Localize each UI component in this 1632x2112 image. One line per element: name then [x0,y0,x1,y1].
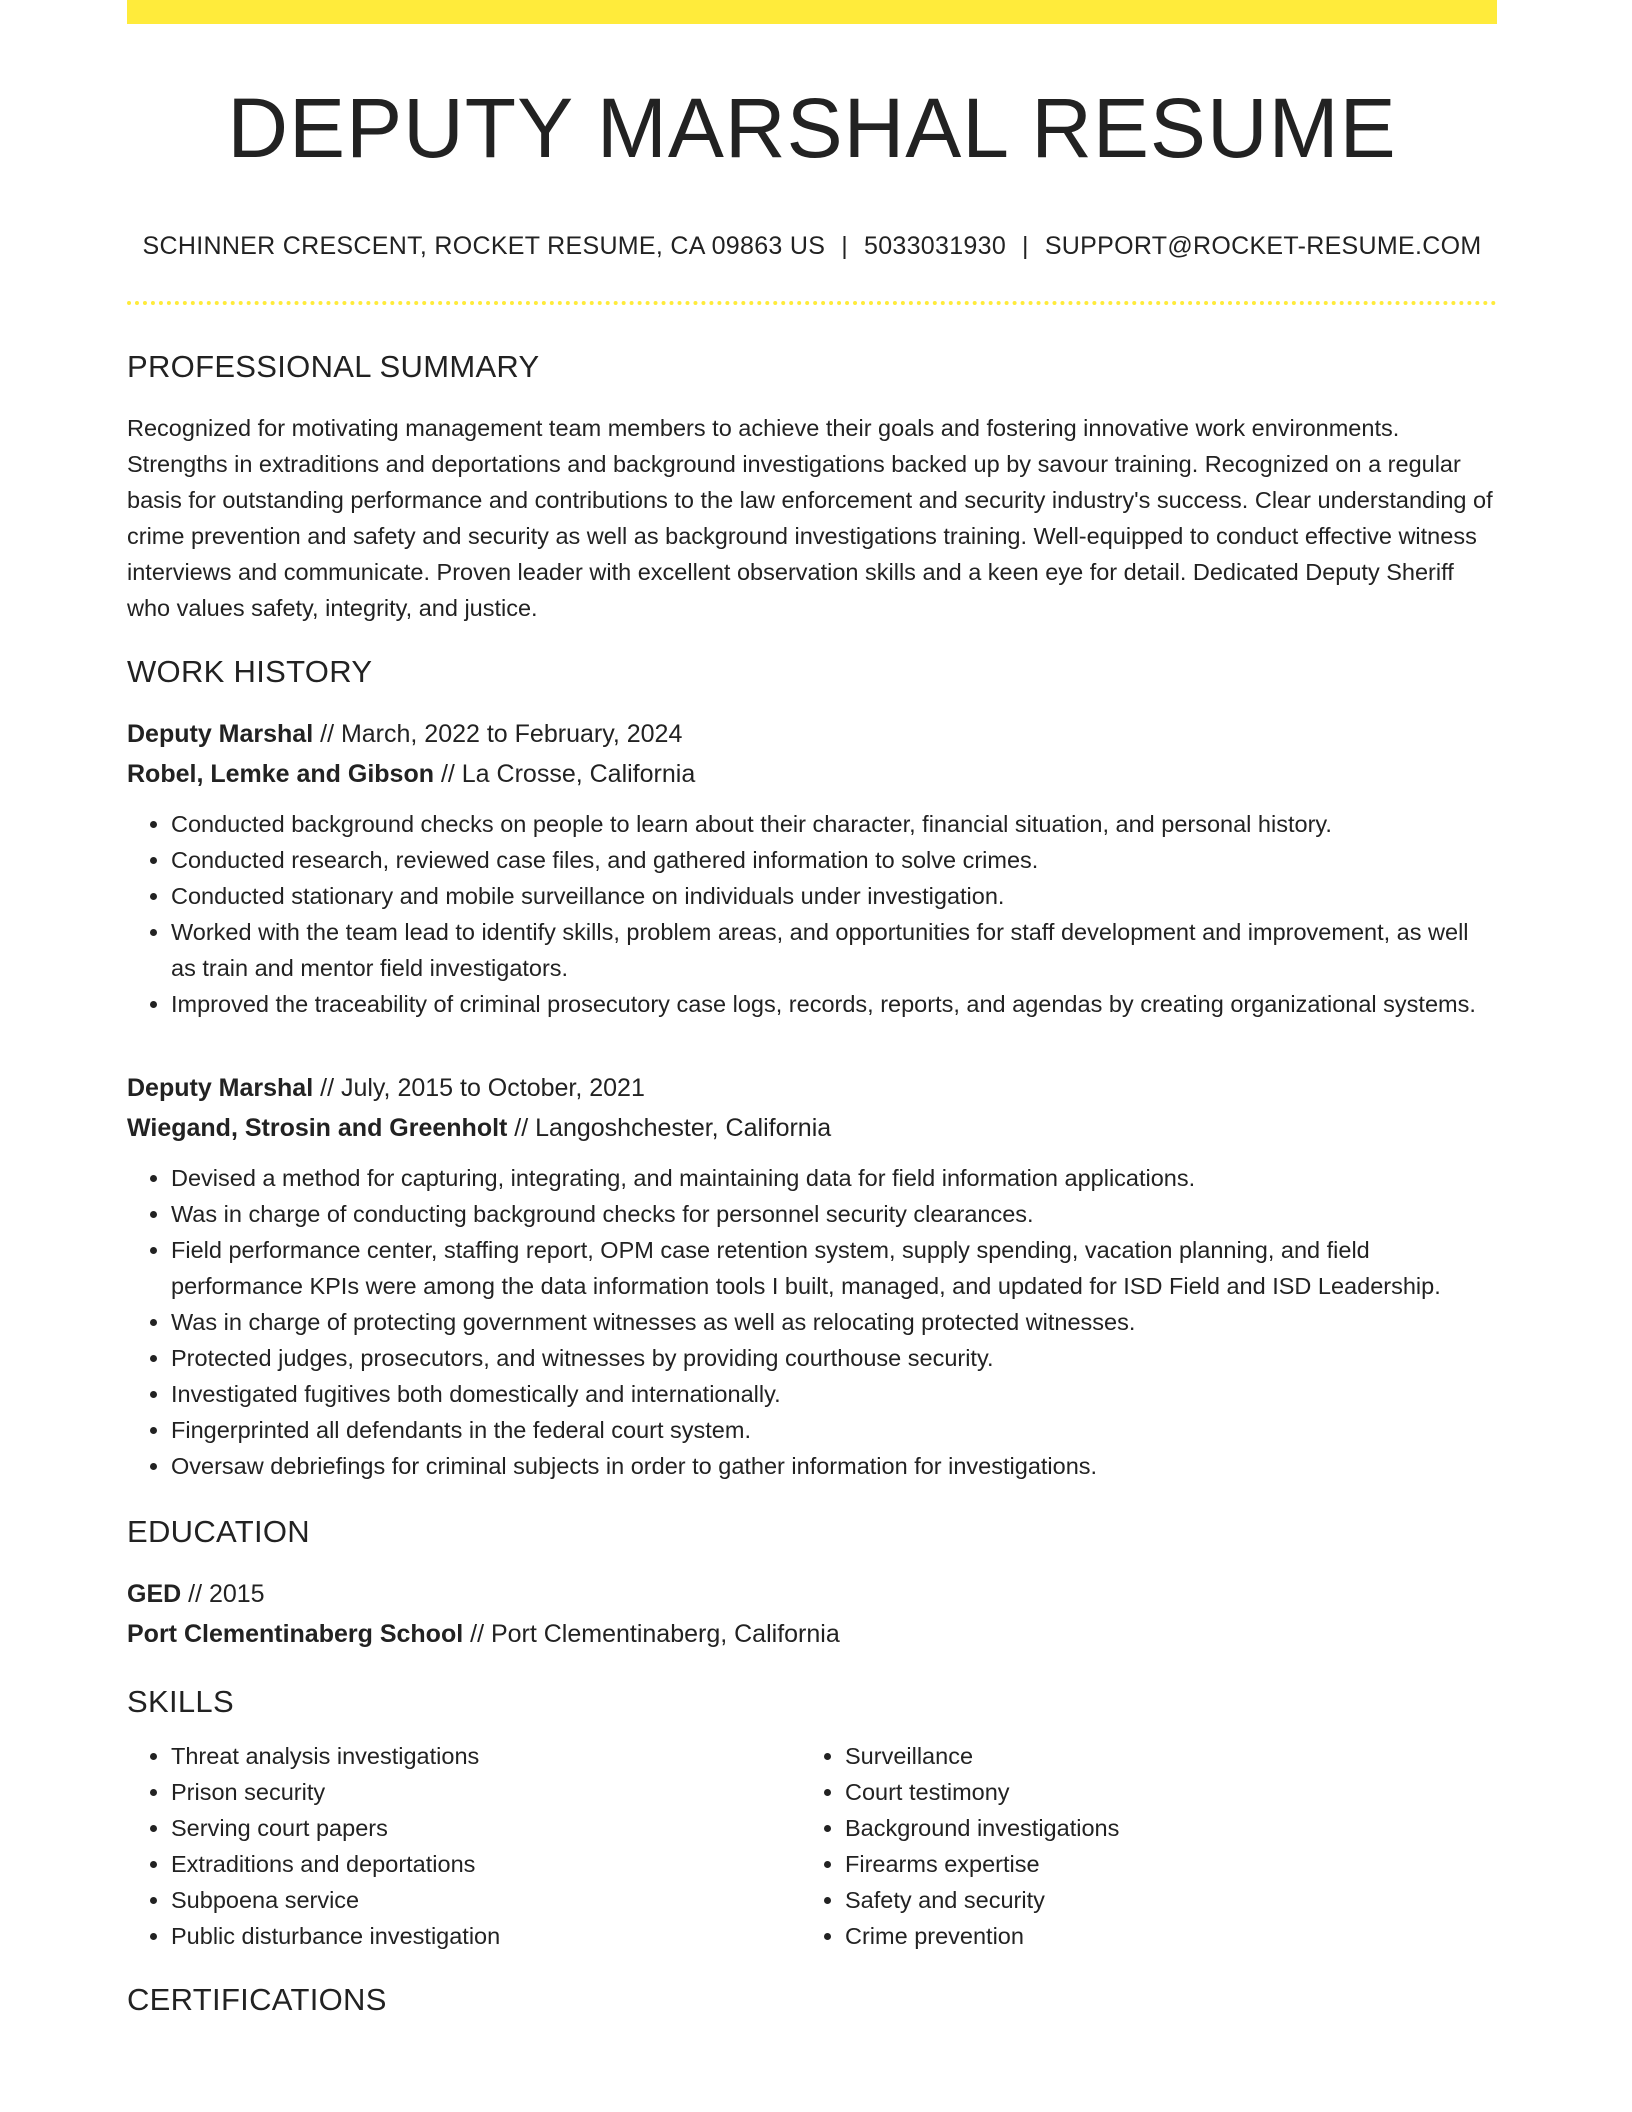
list-item: • Conducted stationary and mobile surveillance on individuals under investigation. [171,878,1497,914]
accent-top-bar [127,0,1497,24]
job-company: Robel, Lemke and Gibson [127,760,434,789]
skill-item: • Firearms expertise [845,1846,1475,1882]
skill-item: • Prison security [171,1774,801,1810]
contact-separator: | [1022,232,1029,261]
skill-item: • Safety and security [845,1882,1475,1918]
dotted-divider [127,301,1497,305]
list-item: • Was in charge of protecting government witnesses as well as relocating protected witnesses. [171,1304,1497,1340]
resume-title: DEPUTY MARSHAL RESUME [227,81,1397,175]
list-item: • Oversaw debriefings for criminal subjects in order to gather information for investigations. [171,1448,1497,1484]
contact-address: SCHINNER CRESCENT, ROCKET RESUME, CA 09863 US [142,232,826,261]
list-item: • Conducted research, reviewed case files, and gathered information to solve crimes. [171,842,1497,878]
job-location: // Langoshchester, California [507,1114,832,1143]
job-bullets [127,806,1497,1022]
contact-email: SUPPORT@ROCKET-RESUME.COM [1044,232,1482,261]
job-company-line [127,1108,1497,1148]
list-item: • Field performance center, staffing report, OPM case retention system, supply spending, vacation planning, and field performance KPIs were among the data information tools I built, managed, and updated for ISD Field and ISD Leadership. [171,1232,1497,1304]
skill-item: • Background investigations [845,1810,1475,1846]
list-item: • Improved the traceability of criminal prosecutory case logs, records, reports, and agendas by creating organizational systems. [171,986,1497,1022]
skill-item: • Subpoena service [171,1882,801,1918]
list-item: • Conducted background checks on people to learn about their character, financial situation, and personal history. [171,806,1497,842]
education-school: Port Clementinaberg School [127,1620,464,1649]
job-location: // La Crosse, California [434,760,696,789]
contact-separator: | [841,232,848,261]
skill-item: • Threat analysis investigations [171,1738,801,1774]
summary-text: Recognized for motivating management team members to achieve their goals and fostering innovative work environments. Strengths in extraditions and deportations and background investigations backed up by savour training. Recognized on a regular basis for outstanding performance and contributions to the law enforcement and security industry's success. Clear understanding of crime prevention and safety and security as well as background investigations training. Well-equipped to conduct effective witness interviews and communicate. Proven leader with excellent observation skills and a keen eye for detail. Dedicated Deputy Sheriff who values safety, integrity, and justice. [127,415,1493,622]
job-company-line [127,754,1497,794]
skill-item: • Serving court papers [171,1810,801,1846]
list-item: • Was in charge of conducting background checks for personnel security clearances. [171,1196,1497,1232]
education-year: // 2015 [181,1580,265,1609]
summary-heading: PROFESSIONAL SUMMARY [127,349,540,385]
list-item: • Fingerprinted all defendants in the federal court system. [171,1412,1497,1448]
skill-item: • Court testimony [845,1774,1475,1810]
job-role: Deputy Marshal [127,1074,314,1103]
skills-left-column [127,1738,801,1954]
skills-columns [127,1738,1497,1954]
work-history-heading: WORK HISTORY [127,654,373,690]
skill-item: • Surveillance [845,1738,1475,1774]
skills-right-column [801,1738,1475,1954]
education-school-line [127,1614,1497,1654]
list-item: • Devised a method for capturing, integrating, and maintaining data for field information applications. [171,1160,1497,1196]
education-degree: GED [127,1580,182,1609]
education-heading: EDUCATION [127,1514,310,1550]
resume-page [127,0,1497,2018]
list-item: • Investigated fugitives both domestically and internationally. [171,1376,1497,1412]
skill-item: • Public disturbance investigation [171,1918,801,1954]
list-item: • Worked with the team lead to identify skills, problem areas, and opportunities for staff development and improvement, as well as train and mentor field investigators. [171,914,1497,986]
certifications-heading: CERTIFICATIONS [127,1982,387,2018]
job-title-line [127,1068,1497,1108]
contact-line [127,232,1497,261]
job-role: Deputy Marshal [127,720,314,749]
education-degree-line [127,1574,1497,1614]
list-item: • Protected judges, prosecutors, and witnesses by providing courthouse security. [171,1340,1497,1376]
skill-item: • Crime prevention [845,1918,1475,1954]
job-bullets [127,1160,1497,1484]
education-location: // Port Clementinaberg, California [463,1620,840,1649]
job-dates: // July, 2015 to October, 2021 [313,1074,645,1103]
job-dates: // March, 2022 to February, 2024 [313,720,683,749]
skill-item: • Extraditions and deportations [171,1846,801,1882]
job-company: Wiegand, Strosin and Greenholt [127,1114,508,1143]
contact-phone: 5033031930 [863,232,1007,261]
job-title-line [127,714,1497,754]
skills-heading: SKILLS [127,1684,234,1720]
